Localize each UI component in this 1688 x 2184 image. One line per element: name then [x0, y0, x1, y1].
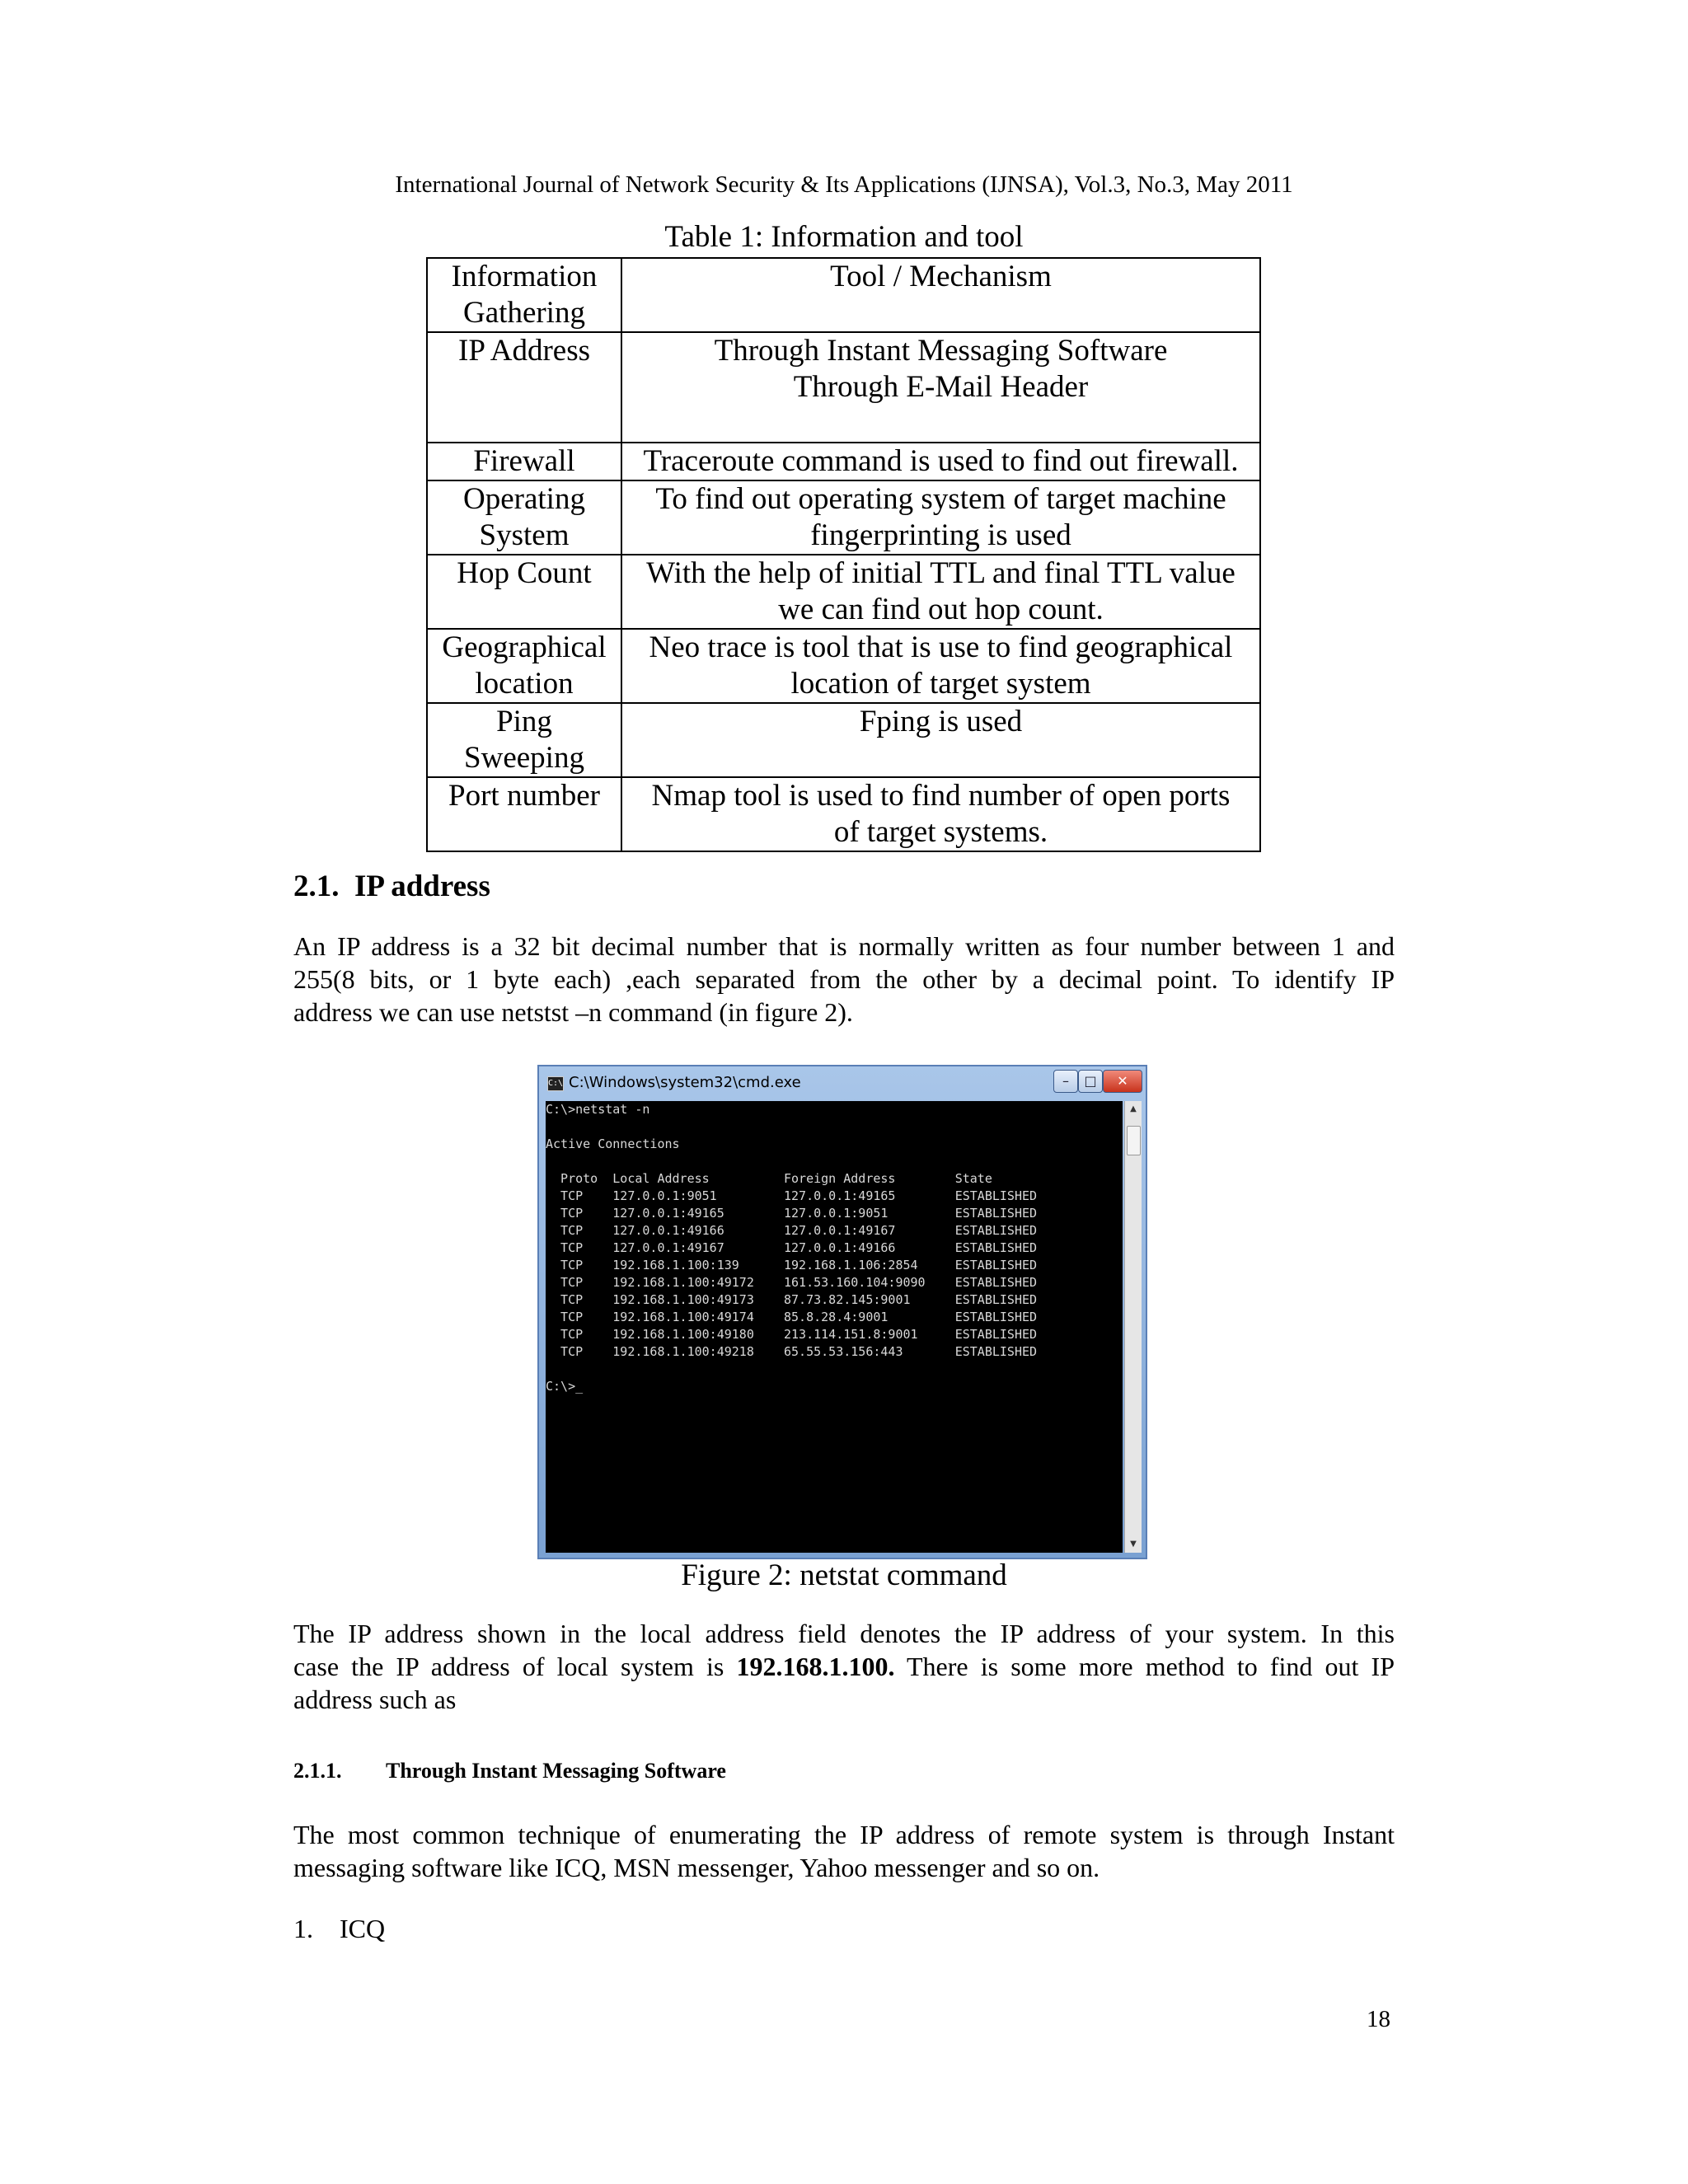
table-cell-line: of target systems. [833, 815, 1048, 849]
list-item-number: 1. [293, 1914, 313, 1943]
window-titlebar[interactable] [539, 1066, 1146, 1101]
table-cell-tool [621, 629, 1260, 703]
scroll-thumb[interactable] [1127, 1126, 1141, 1155]
table-cell-line: location of target system [790, 667, 1091, 701]
console-line: C:\>netstat -n [546, 1102, 650, 1117]
paragraph-line: address we can use netstst –n command (in figure 2). [293, 997, 853, 1027]
figure-cmd-window [537, 1065, 1147, 1559]
console-line [546, 1118, 1123, 1136]
paragraph-line: messaging software like ICQ, MSN messenger, Yahoo messenger and so on. [293, 1853, 1100, 1882]
table-row [427, 555, 1260, 629]
table-cell-line: Neo trace is tool that is use to find geographical [649, 630, 1233, 664]
table-cell-line: Traceroute command is used to find out firewall. [643, 444, 1239, 478]
paragraph-im-software [293, 1818, 1395, 1884]
console-line [546, 1361, 1123, 1378]
console-line: TCP 192.168.1.100:49174 85.8.28.4:9001 ESTABLISHED [546, 1310, 1038, 1324]
section-number: 2.1. [293, 869, 340, 903]
info-table [426, 257, 1261, 852]
cmd-app-icon: C:\ [547, 1076, 564, 1091]
table-cell-info: Geographical location [427, 629, 621, 703]
console-line: TCP 127.0.0.1:49167 127.0.0.1:49166 ESTABLISHED [546, 1240, 1038, 1255]
console-line: TCP 127.0.0.1:49165 127.0.0.1:9051 ESTABLISHED [546, 1206, 1038, 1221]
paragraph-line: The IP address shown in the local address field denotes the IP address of your system. In this [293, 1619, 1395, 1648]
console-line [546, 1153, 1123, 1170]
console-line: TCP 192.168.1.100:49172 161.53.160.104:9090 ESTABLISHED [546, 1275, 1038, 1290]
paragraph-ip-intro [293, 930, 1395, 1029]
table-cell-line: Through Instant Messaging Software [714, 334, 1168, 368]
close-button[interactable]: ✕ [1103, 1070, 1142, 1093]
table-cell-info: IP Address [427, 332, 621, 443]
paragraph-local-address [293, 1617, 1395, 1716]
section-title: IP address [354, 869, 490, 903]
console-line: TCP 127.0.0.1:49166 127.0.0.1:49167 ESTABLISHED [546, 1223, 1038, 1238]
subsection-title: Through Instant Messaging Software [386, 1759, 726, 1783]
figure-caption: Figure 2: netstat command [681, 1558, 1007, 1592]
console-line: TCP 192.168.1.100:49218 65.55.53.156:443 ESTABLISHED [546, 1344, 1038, 1359]
console-line: TCP 192.168.1.100:49173 87.73.82.145:9001 ESTABLISHED [546, 1292, 1038, 1307]
table-cell-tool [621, 703, 1260, 777]
minimize-button[interactable]: – [1053, 1070, 1078, 1093]
ip-address-highlight: 192.168.1.100. [736, 1652, 895, 1681]
console-output[interactable] [546, 1101, 1123, 1553]
table-cell-line: Fping is used [859, 705, 1023, 738]
table-row [427, 777, 1260, 851]
table-row [427, 480, 1260, 555]
table-cell-info: Ping Sweeping [427, 703, 621, 777]
table-row [427, 629, 1260, 703]
table-header-info: Information Gathering [427, 258, 621, 332]
scroll-up-arrow-icon[interactable]: ▲ [1130, 1104, 1137, 1113]
table-cell-line: we can find out hop count. [778, 593, 1104, 626]
console-line: Active Connections [546, 1137, 680, 1151]
console-line: C:\>_ [546, 1379, 584, 1394]
table-cell-tool [621, 332, 1260, 443]
console-line: Proto Local Address Foreign Address State [546, 1171, 992, 1186]
console-line: TCP 127.0.0.1:9051 127.0.0.1:49165 ESTABLISHED [546, 1188, 1038, 1203]
paragraph-line: An IP address is a 32 bit decimal number that is normally written as four number between 1 and [293, 931, 1395, 961]
scroll-down-arrow-icon[interactable]: ▼ [1130, 1540, 1137, 1549]
table-cell-info: Firewall [427, 443, 621, 480]
table-cell-line: To find out operating system of target machine [655, 482, 1226, 516]
table-cell-line: Through E-Mail Header [793, 370, 1089, 404]
table-cell-info: Operating System [427, 480, 621, 555]
table-cell-line: With the help of initial TTL and final TTL value [646, 556, 1236, 590]
journal-header: International Journal of Network Security & Its Applications (IJNSA), Vol.3, No.3, May 2011 [395, 171, 1293, 198]
table-cell-info: Hop Count [427, 555, 621, 629]
text-run: case the IP address of local system is [293, 1652, 737, 1681]
paragraph-line [293, 1650, 1395, 1683]
console-line: TCP 192.168.1.100:139 192.168.1.106:2854 ESTABLISHED [546, 1258, 1038, 1272]
subsection-number: 2.1.1. [293, 1759, 342, 1783]
page-number: 18 [1367, 2006, 1390, 2032]
table-cell-line: fingerprinting is used [810, 518, 1071, 552]
window-title: C:\Windows\system32\cmd.exe [569, 1074, 801, 1091]
table-header-tool: Tool / Mechanism [621, 258, 1260, 332]
paragraph-line: 255(8 bits, or 1 byte each) ,each separated from the other by a decimal point. To identify IP [293, 964, 1395, 994]
table-header-row [427, 258, 1260, 332]
table-cell-tool [621, 555, 1260, 629]
table-cell-tool [621, 443, 1260, 480]
table-cell-line: Nmap tool is used to find number of open ports [651, 779, 1231, 813]
table-cell-tool [621, 777, 1260, 851]
paragraph-line: The most common technique of enumerating the IP address of remote system is through Instant [293, 1820, 1395, 1849]
list-item [293, 1914, 385, 1944]
table-row [427, 332, 1260, 443]
console-line: TCP 192.168.1.100:49180 213.114.151.8:9001 ESTABLISHED [546, 1327, 1038, 1342]
table-row [427, 703, 1260, 777]
list-item-text: ICQ [340, 1914, 386, 1943]
paragraph-line: address such as [293, 1685, 457, 1714]
vertical-scrollbar[interactable] [1124, 1101, 1142, 1553]
table-caption: Table 1: Information and tool [664, 220, 1024, 254]
table-cell-tool [621, 480, 1260, 555]
text-run: There is some more method to find out IP [894, 1652, 1395, 1681]
maximize-button[interactable]: □ [1078, 1070, 1103, 1093]
table-cell-info: Port number [427, 777, 621, 851]
table-row [427, 443, 1260, 480]
subsection-heading [293, 1759, 726, 1783]
section-heading [293, 869, 490, 904]
